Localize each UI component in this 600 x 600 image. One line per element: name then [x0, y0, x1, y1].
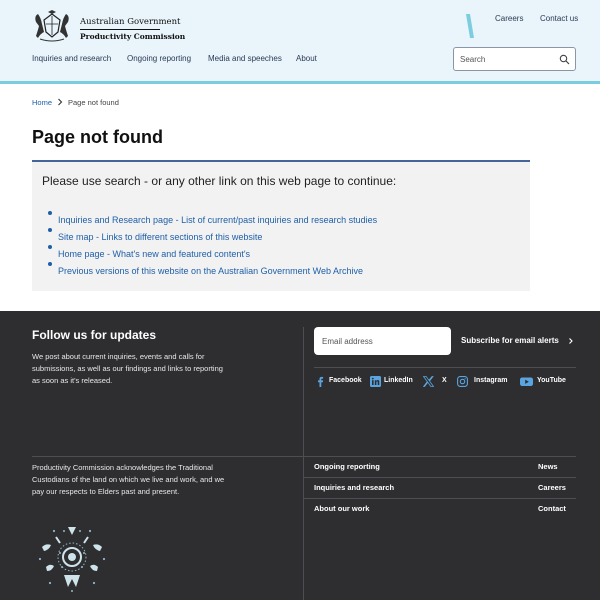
youtube-icon	[520, 376, 533, 387]
footer-link-ongoing-reporting[interactable]: Ongoing reporting	[314, 462, 380, 471]
footer-divider	[32, 456, 576, 457]
notice-intro: Please use search - or any other link on this web page to continue:	[42, 174, 397, 188]
facebook-icon	[315, 376, 326, 387]
footer-link-about-our-work[interactable]: About our work	[314, 504, 370, 513]
chevron-right-icon[interactable]	[567, 337, 575, 345]
notice-link-list	[48, 208, 377, 276]
careers-link[interactable]: Careers	[495, 14, 524, 23]
social-label: Facebook	[329, 377, 362, 384]
social-facebook[interactable]	[315, 376, 363, 388]
nav-about[interactable]: About	[296, 54, 317, 63]
not-found-notice	[32, 160, 530, 291]
slash-decoration-icon	[465, 14, 475, 38]
header-accent-bar	[0, 81, 600, 84]
list-item	[48, 259, 377, 276]
chevron-right-icon	[57, 97, 63, 107]
social-linkedin[interactable]	[370, 376, 414, 388]
social-label: Instagram	[474, 377, 508, 384]
nav-media-and-speeches[interactable]: Media and speeches	[208, 54, 282, 63]
list-item	[48, 242, 377, 259]
social-label: YouTube	[537, 377, 566, 384]
social-label: LinkedIn	[384, 377, 413, 384]
footer-link-inquiries-and-research[interactable]: Inquiries and research	[314, 483, 395, 492]
breadcrumb-home[interactable]: Home	[32, 98, 53, 107]
footer-divider	[304, 477, 576, 478]
footer-blurb: We post about current inquiries, events and calls for submissions, as well as our findings and links to reporting as soon as it's released.	[32, 352, 223, 385]
site-logo[interactable]	[32, 10, 186, 42]
list-item	[48, 225, 377, 242]
search-icon[interactable]	[559, 54, 570, 65]
linkedin-icon	[370, 376, 381, 387]
nav-ongoing-reporting[interactable]: Ongoing reporting	[127, 54, 192, 63]
nav-inquiries-and-research[interactable]: Inquiries and research	[32, 54, 112, 63]
footer-divider	[314, 367, 576, 368]
bullet-icon	[48, 228, 52, 232]
logo-line-2: Productivity Commission	[80, 32, 186, 41]
footer-link-news[interactable]: News	[538, 462, 558, 471]
footer-link-contact[interactable]: Contact	[538, 504, 566, 513]
site-footer	[0, 311, 600, 600]
footer-heading: Follow us for updates	[32, 328, 157, 342]
bullet-icon	[48, 211, 52, 215]
acknowledgement-of-country: Productivity Commission acknowledges the Traditional Custodians of the land on which we live and work, and we pay our respects to Elders past and present.	[32, 463, 225, 496]
breadcrumb-current: Page not found	[68, 98, 119, 107]
coat-of-arms-icon	[32, 10, 72, 42]
social-x[interactable]	[423, 376, 447, 388]
list-item	[48, 208, 377, 225]
social-label: X	[442, 377, 447, 384]
email-field[interactable]	[314, 327, 451, 355]
social-instagram[interactable]	[457, 376, 511, 388]
bullet-icon	[48, 262, 52, 266]
x-icon	[423, 376, 434, 387]
home-page-link[interactable]: Home page - What's new and featured content's	[58, 249, 251, 259]
footer-divider	[303, 327, 304, 457]
site-map-link[interactable]: Site map - Links to different sections of this website	[58, 232, 263, 242]
search-input[interactable]	[460, 53, 555, 66]
contact-us-link[interactable]: Contact us	[540, 14, 579, 23]
logo-rule	[80, 29, 160, 30]
bullet-icon	[48, 245, 52, 249]
inquiries-research-link[interactable]: Inquiries and Research page - List of current/past inquiries and research studies	[58, 215, 378, 225]
instagram-icon	[457, 376, 468, 387]
subscribe-button[interactable]: Subscribe for email alerts	[461, 336, 559, 345]
search-box	[453, 47, 576, 71]
site-header	[0, 0, 600, 82]
web-archive-link[interactable]: Previous versions of this website on the Australian Government Web Archive	[58, 266, 363, 276]
social-youtube[interactable]	[520, 376, 570, 388]
footer-link-careers[interactable]: Careers	[538, 483, 566, 492]
indigenous-artwork-icon	[34, 523, 110, 595]
footer-divider	[304, 498, 576, 499]
page-title: Page not found	[32, 127, 163, 147]
logo-line-1: Australian Government	[80, 17, 181, 27]
